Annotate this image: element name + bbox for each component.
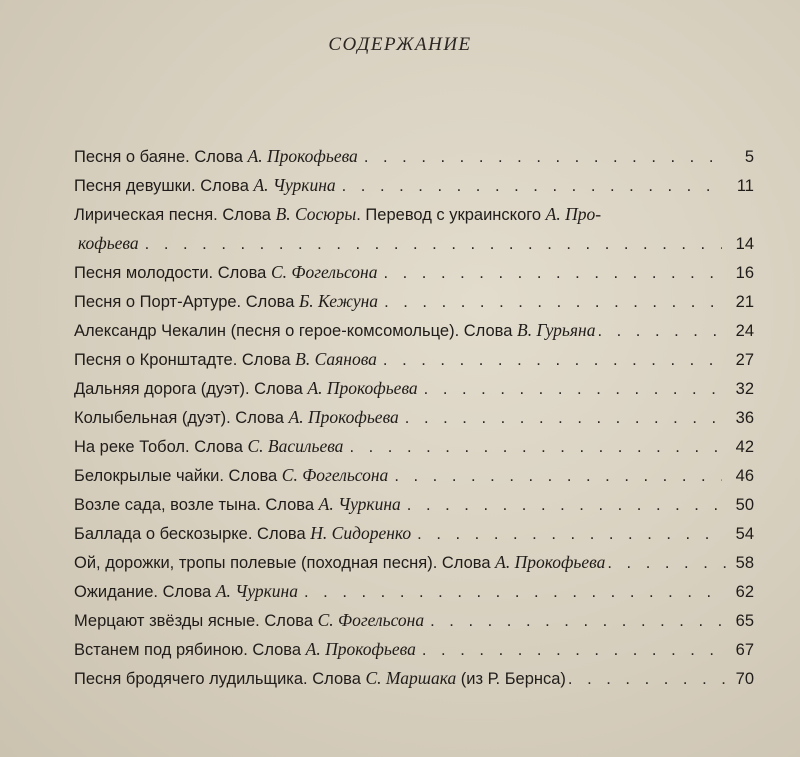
entry-text: Возле сада, возле тына. Слова: [74, 496, 319, 514]
dot-leader: [342, 177, 722, 196]
entry-author: С. Фогельсона: [317, 610, 425, 630]
dot-leader: [407, 496, 722, 515]
entry-page-number: 14: [735, 235, 754, 253]
dot-leader: [568, 670, 726, 689]
dot-leader: [349, 438, 722, 457]
dot-leader: [430, 612, 722, 631]
table-of-contents: [74, 146, 754, 697]
dot-leader: [607, 554, 726, 573]
entry-text: Песня о Кронштадте. Слова: [74, 351, 296, 369]
toc-entry: [74, 639, 754, 668]
toc-entry: [74, 668, 754, 697]
toc-entry: [74, 175, 754, 204]
entry-text: Песня молодости. Слова: [74, 264, 271, 282]
entry-page-number: 16: [735, 264, 754, 282]
dot-leader: [597, 322, 726, 341]
toc-entry: [74, 320, 754, 349]
entry-page-number: 27: [735, 351, 754, 369]
entry-text: На реке Тобол. Слова: [74, 438, 248, 456]
entry-page-number: 62: [735, 583, 754, 601]
entry-tail: . Перевод с украинского: [356, 206, 546, 224]
entry-page-number: 70: [735, 670, 754, 688]
dot-leader: [304, 583, 722, 602]
dot-leader: [364, 148, 722, 167]
entry-text: Песня о баяне. Слова: [74, 148, 248, 166]
entry-author: А. Прокофьева: [247, 146, 358, 166]
entry-author: В. Гурьяна: [517, 320, 596, 340]
page-title: СОДЕРЖАНИЕ: [328, 34, 472, 55]
toc-entry: [74, 523, 754, 552]
entry-text: Песня о Порт-Артуре. Слова: [74, 293, 299, 311]
entry-author: С. Фогельсона: [281, 465, 389, 485]
entry-author: С. Фогельсона: [270, 262, 378, 282]
entry-text: Александр Чекалин (песня о герое-комсомольце). Слова: [74, 322, 517, 340]
entry-page-number: 5: [744, 148, 754, 166]
dot-leader: [145, 235, 722, 254]
entry-author-continued: кофьева: [78, 233, 139, 253]
dot-leader: [422, 641, 722, 660]
toc-entry: [74, 262, 754, 291]
entry-page-number: 65: [735, 612, 754, 630]
dot-leader: [384, 293, 722, 312]
toc-entry: [74, 146, 754, 175]
entry-author: Н. Сидоренко: [310, 523, 412, 543]
toc-entry: [74, 581, 754, 610]
entry-text: Ой, дорожки, тропы полевые (походная песня). Слова: [74, 554, 496, 572]
entry-text: Лирическая песня. Слова: [74, 206, 276, 224]
toc-entry: [74, 552, 754, 581]
dot-leader: [424, 380, 722, 399]
dot-leader: [383, 264, 722, 283]
entry-page-number: 11: [736, 177, 754, 195]
entry-text: Встанем под рябиною. Слова: [74, 641, 306, 659]
dot-leader: [383, 351, 722, 370]
dot-leader: [405, 409, 722, 428]
dot-leader: [417, 525, 722, 544]
entry-author: В. Саянова: [295, 349, 377, 369]
entry-page-number: 46: [735, 467, 754, 485]
toc-entry: [74, 436, 754, 465]
entry-author: С. Маршака: [365, 668, 457, 688]
entry-author-2: А. Про-: [545, 204, 602, 224]
entry-page-number: 67: [735, 641, 754, 659]
entry-tail: (из Р. Бернса): [456, 670, 566, 688]
entry-text: Песня девушки. Слова: [74, 177, 254, 195]
toc-entry: [74, 610, 754, 639]
toc-entry: [74, 465, 754, 494]
entry-author: А. Прокофьева: [495, 552, 606, 572]
entry-page-number: 54: [735, 525, 754, 543]
entry-page-number: 21: [735, 293, 754, 311]
entry-author: А. Прокофьева: [305, 639, 416, 659]
entry-text: Дальняя дорога (дуэт). Слова: [74, 380, 308, 398]
entry-author: А. Чуркина: [215, 581, 298, 601]
entry-author: В. Сосюры: [275, 204, 357, 224]
entry-text: Колыбельная (дуэт). Слова: [74, 409, 289, 427]
entry-author: А. Чуркина: [253, 175, 336, 195]
entry-page-number: 58: [735, 554, 754, 572]
entry-page-number: 42: [735, 438, 754, 456]
toc-entry: [74, 407, 754, 436]
entry-page-number: 50: [735, 496, 754, 514]
entry-text: Баллада о бескозырке. Слова: [74, 525, 311, 543]
toc-entry: [74, 204, 754, 233]
toc-entry: [74, 378, 754, 407]
entry-page-number: 32: [735, 380, 754, 398]
entry-author: Б. Кежуна: [298, 291, 379, 311]
toc-entry: [74, 291, 754, 320]
entry-page-number: 36: [735, 409, 754, 427]
toc-entry-continuation: [74, 233, 754, 262]
entry-text: Ожидание. Слова: [74, 583, 216, 601]
entry-author: С. Васильева: [247, 436, 344, 456]
entry-text: Мерцают звёзды ясные. Слова: [74, 612, 318, 630]
toc-entry: [74, 349, 754, 378]
toc-entry: [74, 494, 754, 523]
entry-text: Белокрылые чайки. Слова: [74, 467, 282, 485]
entry-page-number: 24: [735, 322, 754, 340]
dot-leader: [394, 467, 722, 486]
entry-text: Песня бродячего лудильщика. Слова: [74, 670, 366, 688]
entry-author: А. Прокофьева: [288, 407, 399, 427]
entry-author: А. Чуркина: [318, 494, 401, 514]
entry-author: А. Прокофьева: [307, 378, 418, 398]
